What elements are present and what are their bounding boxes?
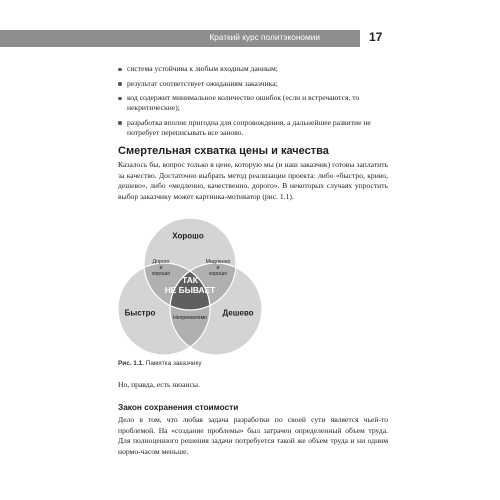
label-good-fast-line3: хорошо	[151, 271, 171, 277]
label-good: Хорошо	[172, 231, 204, 241]
figure-caption-number: Рис. 1.1.	[118, 360, 144, 367]
list-item: разработка вполне пригодна для сопровождения, а дальнейшее развитие не потребует переписывать все заново.	[118, 118, 388, 138]
after-figure-paragraph: Но, правда, есть нюансы.	[118, 380, 200, 389]
figure-caption-text: Памятка заказчику	[145, 360, 202, 367]
label-center-line2: НЕ БЫВАЕТ	[164, 285, 216, 295]
label-good-fast-line1: Дорого	[152, 259, 170, 265]
venn-diagram	[110, 208, 270, 360]
label-cheap: Дешево	[222, 308, 254, 318]
header-title: Краткий курс политэкономии	[209, 32, 320, 42]
list-item: результат соответствует ожиданиям заказчика;	[118, 79, 388, 89]
header-band	[0, 30, 360, 47]
list-item: система устойчива к любым входным данным;	[118, 64, 388, 74]
section-title: Смертельная схватка цены и качества	[118, 145, 329, 157]
page-number: 17	[369, 30, 383, 44]
label-good-fast-line2: и	[159, 265, 163, 271]
list-item: код содержит минимальное количество ошибок (если и встречаются, то некритические);	[118, 93, 388, 113]
label-center	[165, 275, 216, 295]
running-header	[0, 30, 398, 47]
figure-caption	[118, 360, 202, 367]
label-good-cheap-line3: хорошо	[208, 271, 228, 277]
subsection-title: Закон сохранения стоимости	[118, 402, 239, 412]
label-fast: Быстро	[124, 308, 156, 318]
label-good-cheap-line2: и	[216, 265, 220, 271]
subsection-paragraph: Дело в том, что любая задача разработки по своей сути является чьей-то проблемой. На «создание проблемы» был затрачен определенный объем труда. Для полноценного решения задачи потребуется такой же объем труда и ни одним нормо-часом меньше.	[118, 415, 388, 456]
bullet-list	[118, 64, 388, 142]
label-good-cheap-line1: Медленно	[205, 259, 231, 265]
section-paragraph: Казалось бы, вопрос только в цене, которую мы (и наш заказчик) готовы заплатить за качество. Достаточно выбрать метод реализации проекта: либо «быстро, криво, дешево», либо «медленно, качественно, дорого». В некоторых случаях упростить выбор заказчику может картинка-мотиватор (рис. 1.1).	[118, 160, 388, 201]
label-center-line1: ТАК	[182, 275, 198, 285]
label-fast-cheap: Неприемлемо	[172, 315, 208, 321]
